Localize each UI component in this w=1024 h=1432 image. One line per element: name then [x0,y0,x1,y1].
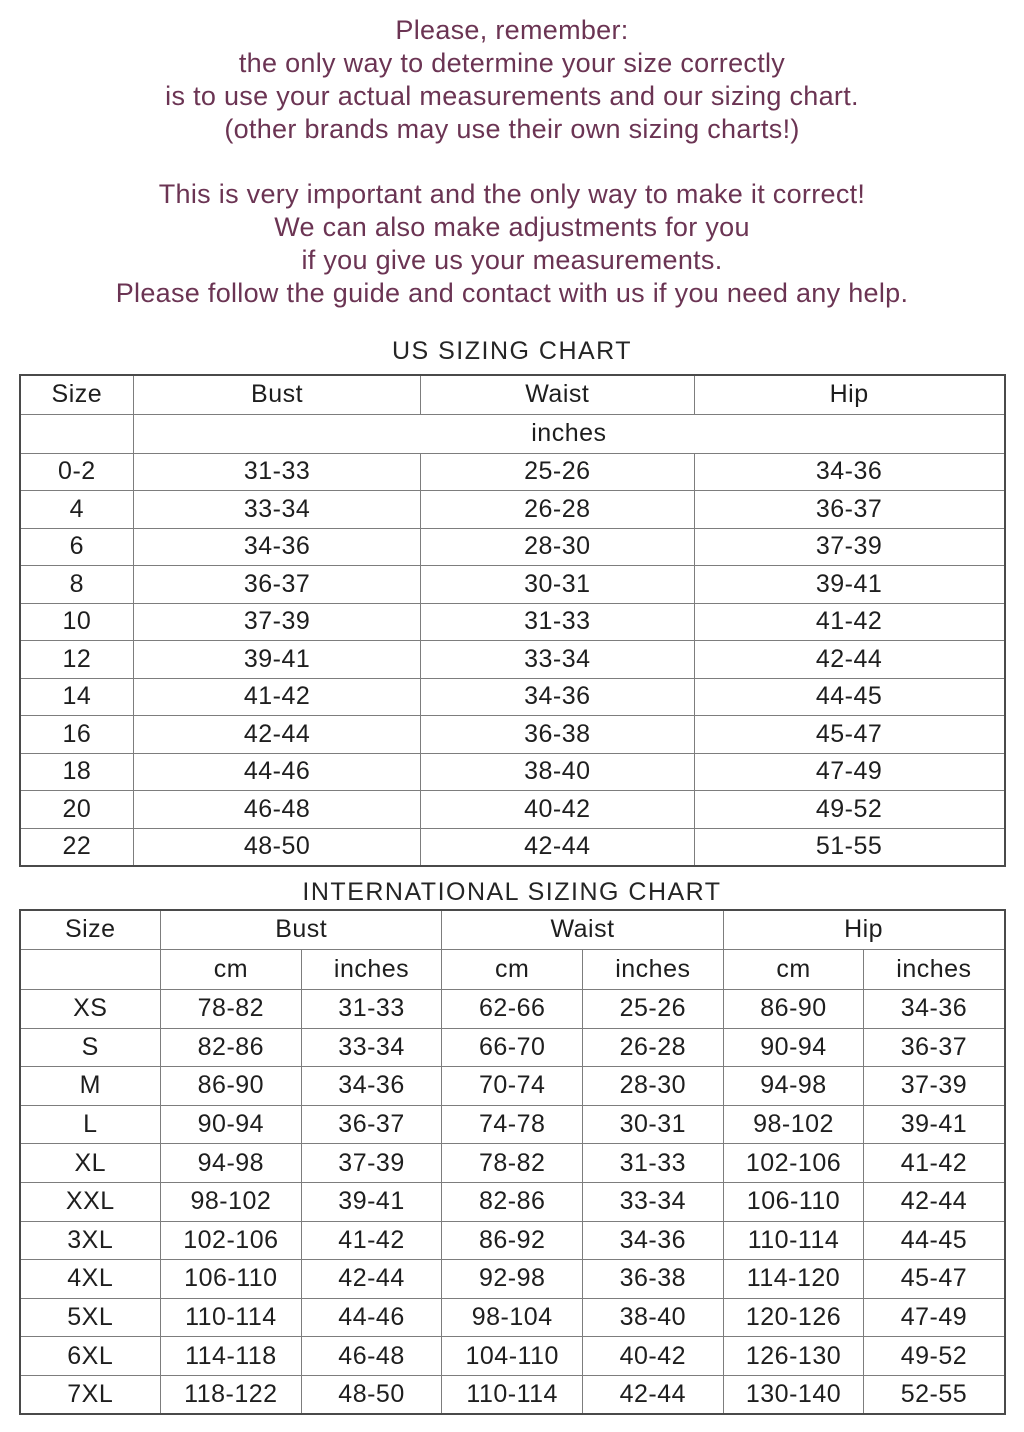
table-cell: 102-106 [723,1144,864,1183]
table-cell: 46-48 [134,791,421,829]
column-header-hip: Hip [723,910,1004,950]
table-cell: 49-52 [694,791,1004,829]
table-cell: 44-45 [864,1221,1005,1260]
table-cell: 10 [20,603,134,641]
intro-line: Please follow the guide and contact with us if you need any help. [115,278,909,308]
table-cell: 18 [20,753,134,791]
table-cell: 44-46 [134,753,421,791]
table-cell: 110-114 [723,1221,864,1260]
table-cell: 31-33 [420,603,694,641]
intro-line: We can also make adjustments for you [274,212,750,242]
table-cell: 118-122 [161,1375,302,1414]
table-row [20,1144,1005,1183]
table-cell: 33-34 [420,641,694,679]
table-cell: 41-42 [864,1144,1005,1183]
table-cell: 14 [20,678,134,716]
table-cell: 52-55 [864,1375,1005,1414]
table-cell: 42-44 [864,1182,1005,1221]
table-row [20,1028,1005,1067]
table-cell: 6XL [20,1337,161,1376]
table-row [20,566,1005,604]
table-cell: 36-38 [420,716,694,754]
table-cell: 31-33 [134,453,421,491]
table-cell: 34-36 [420,678,694,716]
table-cell: 82-86 [442,1182,583,1221]
table-cell: 40-42 [583,1337,724,1376]
table-cell: 82-86 [161,1028,302,1067]
us-sizing-table [19,374,1006,867]
table-cell: XXL [20,1182,161,1221]
table-cell: 34-36 [583,1221,724,1260]
us-header-row [20,375,1005,414]
table-row [20,990,1005,1029]
column-header-bust: Bust [134,375,421,414]
table-cell: 106-110 [161,1260,302,1299]
table-cell: 45-47 [864,1260,1005,1299]
table-cell: 33-34 [583,1182,724,1221]
table-cell: 114-118 [161,1337,302,1376]
table-cell: 41-42 [134,678,421,716]
table-cell: 31-33 [583,1144,724,1183]
table-row [20,641,1005,679]
table-cell: 34-36 [134,528,421,566]
column-header-waist: Waist [442,910,723,950]
table-cell: 78-82 [442,1144,583,1183]
table-cell: 48-50 [301,1375,442,1414]
table-cell: 78-82 [161,990,302,1029]
table-row [20,603,1005,641]
table-cell: 86-92 [442,1221,583,1260]
international-header-row [20,910,1005,950]
table-row [20,1105,1005,1144]
table-cell: 42-44 [583,1375,724,1414]
table-cell: 30-31 [420,566,694,604]
table-cell: 34-36 [864,990,1005,1029]
international-unit-row [20,950,1005,990]
table-cell: 26-28 [583,1028,724,1067]
table-cell: 42-44 [134,716,421,754]
table-cell: 94-98 [161,1144,302,1183]
table-cell: 16 [20,716,134,754]
table-cell: 49-52 [864,1337,1005,1376]
table-cell: 31-33 [301,990,442,1029]
table-cell: 47-49 [864,1298,1005,1337]
table-cell: 41-42 [301,1221,442,1260]
table-cell: 37-39 [864,1067,1005,1106]
table-cell: M [20,1067,161,1106]
table-cell: 25-26 [420,453,694,491]
table-cell: 20 [20,791,134,829]
intro-line: is to use your actual measurements and our sizing chart. [165,81,859,111]
international-table-header [20,910,1005,990]
table-cell: L [20,1105,161,1144]
intro-line: Please, remember: [395,15,629,45]
table-cell: 106-110 [723,1182,864,1221]
table-row [20,791,1005,829]
international-chart-title: INTERNATIONAL SIZING CHART [302,877,722,906]
us-table-header [20,375,1005,453]
table-cell: 66-70 [442,1028,583,1067]
table-cell: 5XL [20,1298,161,1337]
international-sizing-table [19,909,1006,1416]
us-table-body [20,453,1005,866]
table-cell: 98-102 [723,1105,864,1144]
table-cell: 36-37 [134,566,421,604]
table-cell: 39-41 [301,1182,442,1221]
table-row [20,453,1005,491]
intro-line: the only way to determine your size correctly [238,48,786,78]
unit-label-inches: inches [864,950,1005,990]
table-cell: 98-102 [161,1182,302,1221]
table-cell: 38-40 [420,753,694,791]
column-header-size: Size [20,375,134,414]
table-cell: 90-94 [161,1105,302,1144]
table-cell: 47-49 [694,753,1004,791]
table-cell: 130-140 [723,1375,864,1414]
table-cell: 51-55 [694,828,1004,866]
us-chart-title: US SIZING CHART [391,337,633,365]
sizing-guide-page [0,14,1024,1415]
table-cell: 92-98 [442,1260,583,1299]
table-cell: 0-2 [20,453,134,491]
table-cell: 41-42 [694,603,1004,641]
table-cell: 33-34 [134,491,421,529]
unit-label-cm: cm [442,950,583,990]
table-cell: S [20,1028,161,1067]
table-cell: 26-28 [420,491,694,529]
table-cell: 98-104 [442,1298,583,1337]
table-cell: 39-41 [694,566,1004,604]
table-cell: 36-37 [694,491,1004,529]
table-row [20,1067,1005,1106]
table-cell: 3XL [20,1221,161,1260]
table-cell: 30-31 [583,1105,724,1144]
table-row [20,1221,1005,1260]
table-cell: 46-48 [301,1337,442,1376]
table-cell: 4 [20,491,134,529]
table-cell: 42-44 [420,828,694,866]
table-cell: 86-90 [723,990,864,1029]
table-row [20,716,1005,754]
table-cell: 126-130 [723,1337,864,1376]
table-cell: XL [20,1144,161,1183]
table-cell: XS [20,990,161,1029]
table-row [20,1375,1005,1414]
table-cell: 12 [20,641,134,679]
table-cell: 44-46 [301,1298,442,1337]
table-cell: 39-41 [134,641,421,679]
table-cell: 44-45 [694,678,1004,716]
column-header-hip: Hip [694,375,1004,414]
table-cell: 25-26 [583,990,724,1029]
us-unit-row [20,414,1005,453]
table-row [20,1337,1005,1376]
table-cell: 70-74 [442,1067,583,1106]
unit-label-cm: cm [161,950,302,990]
table-row [20,1260,1005,1299]
table-cell: 33-34 [301,1028,442,1067]
intro-line: (other brands may use their own sizing charts!) [224,114,800,144]
table-cell: 37-39 [134,603,421,641]
table-cell: 37-39 [301,1144,442,1183]
table-cell: 37-39 [694,528,1004,566]
table-row [20,1298,1005,1337]
table-row [20,491,1005,529]
intro-line: This is very important and the only way to make it correct! [158,179,866,209]
international-table-body [20,990,1005,1415]
table-cell: 45-47 [694,716,1004,754]
table-cell: 7XL [20,1375,161,1414]
table-row [20,678,1005,716]
table-cell: 4XL [20,1260,161,1299]
table-cell: 40-42 [420,791,694,829]
table-row [20,753,1005,791]
table-cell: 102-106 [161,1221,302,1260]
column-header-size: Size [20,910,161,950]
table-cell: 86-90 [161,1067,302,1106]
table-cell: 114-120 [723,1260,864,1299]
table-cell: 110-114 [442,1375,583,1414]
unit-label-inches: inches [134,414,1005,453]
table-cell: 42-44 [694,641,1004,679]
table-cell: 36-38 [583,1260,724,1299]
table-cell: 110-114 [161,1298,302,1337]
column-header-bust: Bust [161,910,442,950]
table-cell: 62-66 [442,990,583,1029]
table-cell: 28-30 [420,528,694,566]
table-cell: 120-126 [723,1298,864,1337]
empty-corner-cell [20,950,161,990]
table-cell: 6 [20,528,134,566]
table-cell: 8 [20,566,134,604]
table-cell: 22 [20,828,134,866]
table-cell: 28-30 [583,1067,724,1106]
empty-corner-cell [20,414,134,453]
table-cell: 39-41 [864,1105,1005,1144]
unit-label-inches: inches [583,950,724,990]
table-cell: 104-110 [442,1337,583,1376]
column-header-waist: Waist [420,375,694,414]
table-cell: 36-37 [301,1105,442,1144]
table-cell: 90-94 [723,1028,864,1067]
table-row [20,1182,1005,1221]
unit-label-cm: cm [723,950,864,990]
intro-text-block [0,14,1024,310]
table-cell: 94-98 [723,1067,864,1106]
table-cell: 34-36 [694,453,1004,491]
table-cell: 42-44 [301,1260,442,1299]
table-cell: 74-78 [442,1105,583,1144]
table-cell: 34-36 [301,1067,442,1106]
table-row [20,828,1005,866]
unit-label-inches: inches [301,950,442,990]
table-cell: 36-37 [864,1028,1005,1067]
intro-line: if you give us your measurements. [301,245,723,275]
table-cell: 48-50 [134,828,421,866]
intro-text-block-2 [0,178,1024,310]
table-row [20,528,1005,566]
table-cell: 38-40 [583,1298,724,1337]
